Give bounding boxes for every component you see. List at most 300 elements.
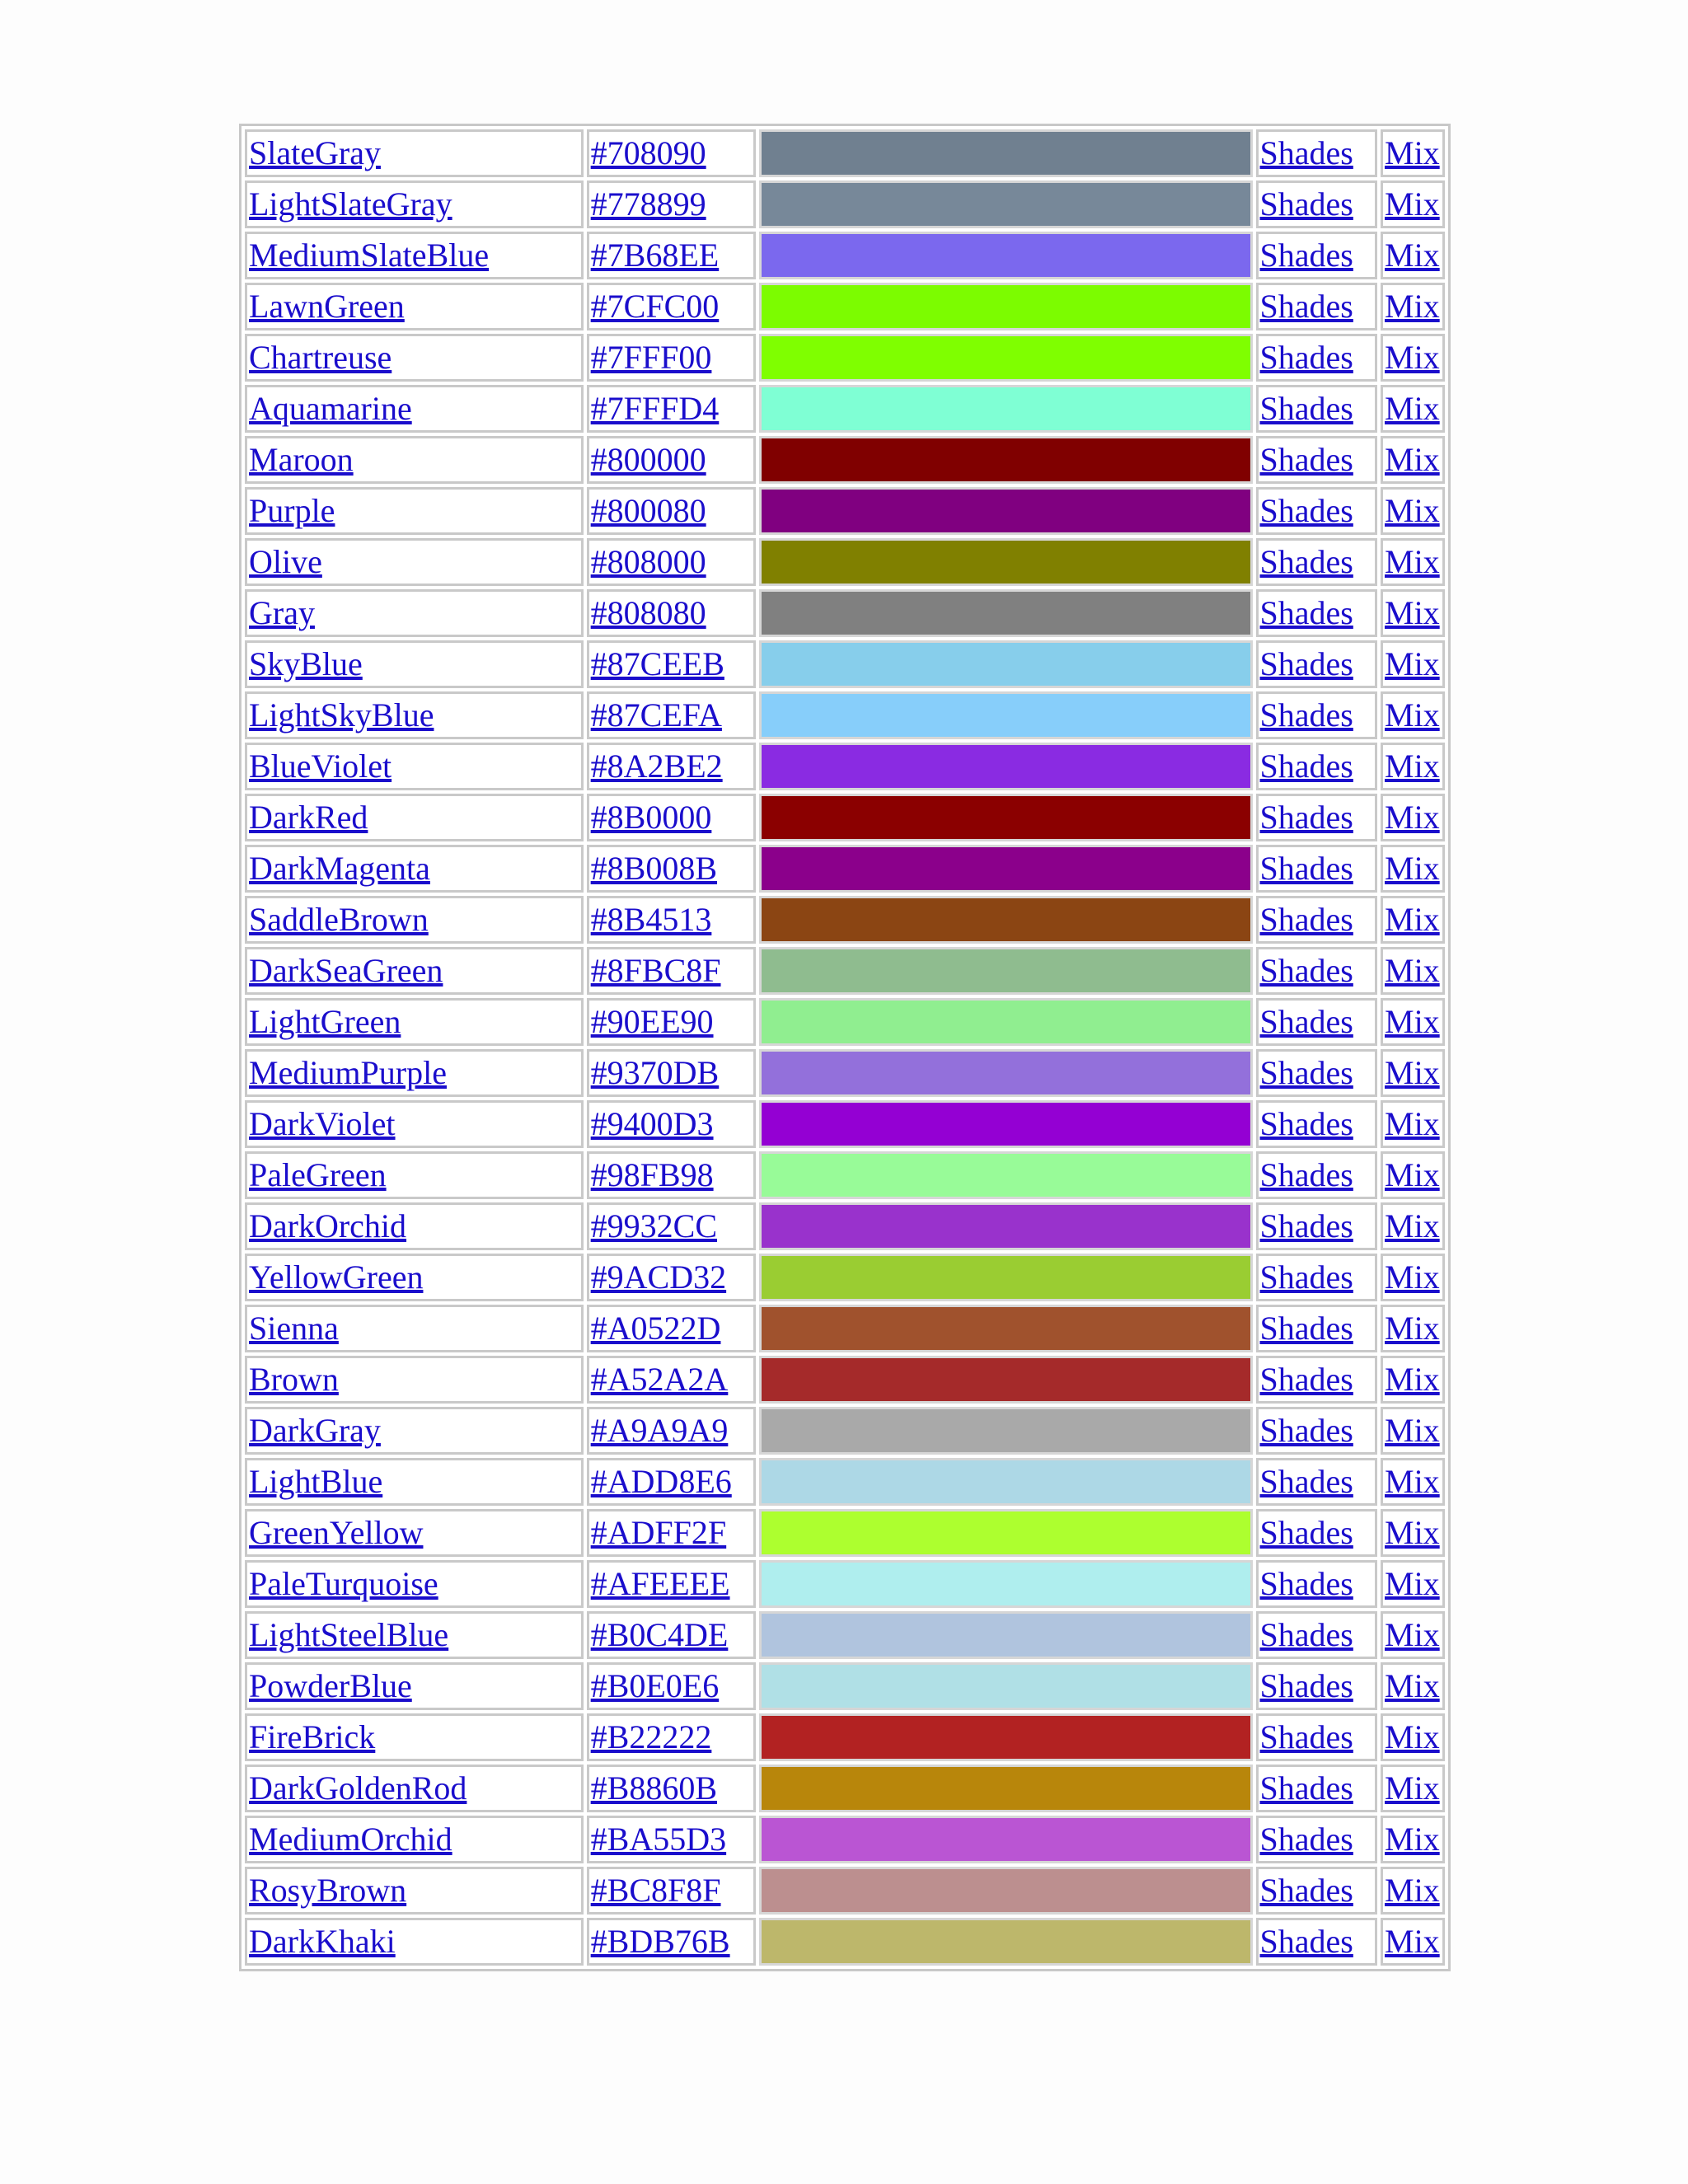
shades-link[interactable]: Shades <box>1259 1054 1353 1091</box>
color-swatch <box>759 1356 1252 1404</box>
mix-link[interactable]: Mix <box>1385 1514 1440 1551</box>
shades-link[interactable]: Shades <box>1259 645 1353 682</box>
shades-cell <box>1256 180 1377 228</box>
shades-cell <box>1256 1049 1377 1097</box>
color-hex-link[interactable]: #87CEEB <box>590 645 724 682</box>
color-name-link[interactable]: PowderBlue <box>249 1667 412 1704</box>
color-row <box>245 1662 1445 1710</box>
color-name-link[interactable]: LightSlateGray <box>249 185 452 223</box>
shades-cell <box>1256 691 1377 739</box>
shades-cell <box>1256 1560 1377 1608</box>
color-hex-link[interactable]: #778899 <box>590 185 706 223</box>
mix-link[interactable]: Mix <box>1385 339 1440 376</box>
color-table <box>239 124 1451 1971</box>
color-hex-cell <box>587 640 756 688</box>
mix-link[interactable]: Mix <box>1385 1156 1440 1193</box>
shades-cell <box>1256 487 1377 535</box>
color-name-link[interactable]: DarkOrchid <box>249 1207 407 1244</box>
mix-cell <box>1381 845 1445 893</box>
shades-cell <box>1256 1867 1377 1915</box>
mix-link[interactable]: Mix <box>1385 1310 1440 1347</box>
shades-link[interactable]: Shades <box>1259 1310 1353 1347</box>
color-row <box>245 845 1445 893</box>
mix-cell <box>1381 589 1445 637</box>
color-hex-cell <box>587 385 756 433</box>
color-name-cell <box>245 180 584 228</box>
color-row <box>245 691 1445 739</box>
color-row <box>245 998 1445 1046</box>
color-name-link[interactable]: DarkKhaki <box>249 1923 396 1960</box>
mix-link[interactable]: Mix <box>1385 1003 1440 1040</box>
color-name-link[interactable]: Gray <box>249 594 315 631</box>
mix-link[interactable]: Mix <box>1385 1463 1440 1500</box>
color-row <box>245 1305 1445 1352</box>
color-hex-cell <box>587 589 756 637</box>
color-hex-link[interactable]: #B8860B <box>590 1769 718 1807</box>
color-hex-cell <box>587 1765 756 1812</box>
color-name-cell <box>245 845 584 893</box>
color-hex-link[interactable]: #ADFF2F <box>590 1514 727 1551</box>
color-hex-cell <box>587 1611 756 1659</box>
color-hex-link[interactable]: #87CEFA <box>590 696 722 733</box>
mix-link[interactable]: Mix <box>1385 134 1440 171</box>
mix-cell <box>1381 1662 1445 1710</box>
shades-cell <box>1256 1611 1377 1659</box>
color-row <box>245 129 1445 177</box>
color-name-cell <box>245 1918 584 1966</box>
color-hex-cell <box>587 1662 756 1710</box>
mix-cell <box>1381 691 1445 739</box>
color-name-link[interactable]: GreenYellow <box>249 1514 424 1551</box>
mix-cell <box>1381 1765 1445 1812</box>
shades-cell <box>1256 129 1377 177</box>
color-name-link[interactable]: LightGreen <box>249 1003 401 1040</box>
color-swatch <box>759 896 1252 944</box>
color-name-link[interactable]: LightBlue <box>249 1463 383 1500</box>
color-swatch <box>759 538 1252 586</box>
color-hex-cell <box>587 538 756 586</box>
shades-link[interactable]: Shades <box>1259 1565 1353 1602</box>
color-name-cell <box>245 1765 584 1812</box>
color-hex-cell <box>587 1560 756 1608</box>
color-name-cell <box>245 436 584 484</box>
color-swatch <box>759 232 1252 279</box>
color-swatch <box>759 1151 1252 1199</box>
color-hex-link[interactable]: #9400D3 <box>590 1105 714 1142</box>
color-name-link[interactable]: SlateGray <box>249 134 381 171</box>
mix-link[interactable]: Mix <box>1385 1616 1440 1653</box>
color-name-link[interactable]: SaddleBrown <box>249 901 429 938</box>
color-swatch <box>759 589 1252 637</box>
shades-cell <box>1256 1765 1377 1812</box>
mix-link[interactable]: Mix <box>1385 288 1440 325</box>
color-hex-link[interactable]: #9932CC <box>590 1207 718 1244</box>
color-row <box>245 1356 1445 1404</box>
shades-cell <box>1256 1407 1377 1455</box>
color-name-cell <box>245 232 584 279</box>
color-name-cell <box>245 1458 584 1506</box>
color-swatch <box>759 1509 1252 1557</box>
color-row <box>245 385 1445 433</box>
color-name-cell <box>245 998 584 1046</box>
mix-cell <box>1381 538 1445 586</box>
mix-link[interactable]: Mix <box>1385 1565 1440 1602</box>
mix-cell <box>1381 1151 1445 1199</box>
color-name-cell <box>245 1100 584 1148</box>
color-hex-link[interactable]: #808000 <box>590 543 706 580</box>
color-name-cell <box>245 1816 584 1863</box>
color-name-cell <box>245 334 584 382</box>
mix-cell <box>1381 1713 1445 1761</box>
color-swatch <box>759 1254 1252 1301</box>
color-hex-link[interactable]: #BA55D3 <box>590 1821 727 1858</box>
color-name-cell <box>245 589 584 637</box>
shades-link[interactable]: Shades <box>1259 339 1353 376</box>
mix-link[interactable]: Mix <box>1385 850 1440 887</box>
mix-link[interactable]: Mix <box>1385 1258 1440 1296</box>
shades-cell <box>1256 896 1377 944</box>
color-swatch <box>759 845 1252 893</box>
color-name-link[interactable]: LightSteelBlue <box>249 1616 449 1653</box>
color-name-link[interactable]: DarkGray <box>249 1412 381 1449</box>
color-name-link[interactable]: MediumSlateBlue <box>249 237 490 274</box>
mix-cell <box>1381 1356 1445 1404</box>
mix-link[interactable]: Mix <box>1385 1412 1440 1449</box>
color-hex-cell <box>587 1407 756 1455</box>
color-hex-link[interactable]: #90EE90 <box>590 1003 714 1040</box>
mix-cell <box>1381 1560 1445 1608</box>
shades-link[interactable]: Shades <box>1259 543 1353 580</box>
shades-cell <box>1256 1918 1377 1966</box>
shades-link[interactable]: Shades <box>1259 1412 1353 1449</box>
color-name-link[interactable]: MediumPurple <box>249 1054 447 1091</box>
shades-link[interactable]: Shades <box>1259 1156 1353 1193</box>
shades-link[interactable]: Shades <box>1259 390 1353 427</box>
mix-link[interactable]: Mix <box>1385 1361 1440 1398</box>
color-name-link[interactable]: Sienna <box>249 1310 339 1347</box>
color-hex-cell <box>587 794 756 841</box>
color-hex-cell <box>587 1151 756 1199</box>
mix-link[interactable]: Mix <box>1385 1769 1440 1807</box>
color-name-cell <box>245 1662 584 1710</box>
shades-cell <box>1256 1509 1377 1557</box>
color-row <box>245 283 1445 330</box>
color-row <box>245 538 1445 586</box>
color-row <box>245 1202 1445 1250</box>
color-swatch <box>759 129 1252 177</box>
shades-link[interactable]: Shades <box>1259 1923 1353 1960</box>
shades-cell <box>1256 1305 1377 1352</box>
color-hex-link[interactable]: #808080 <box>590 594 706 631</box>
shades-link[interactable]: Shades <box>1259 1463 1353 1500</box>
color-hex-link[interactable]: #7CFC00 <box>590 288 720 325</box>
color-hex-link[interactable]: #7B68EE <box>590 237 720 274</box>
color-hex-cell <box>587 1254 756 1301</box>
color-swatch <box>759 1305 1252 1352</box>
color-row <box>245 947 1445 995</box>
color-name-cell <box>245 283 584 330</box>
mix-cell <box>1381 385 1445 433</box>
color-name-link[interactable]: DarkMagenta <box>249 850 430 887</box>
mix-cell <box>1381 1611 1445 1659</box>
color-hex-cell <box>587 283 756 330</box>
color-row <box>245 1918 1445 1966</box>
shades-link[interactable]: Shades <box>1259 1105 1353 1142</box>
color-name-link[interactable]: BlueViolet <box>249 748 392 785</box>
mix-link[interactable]: Mix <box>1385 390 1440 427</box>
shades-link[interactable]: Shades <box>1259 1872 1353 1909</box>
color-hex-link[interactable]: #98FB98 <box>590 1156 714 1193</box>
shades-cell <box>1256 1202 1377 1250</box>
shades-cell <box>1256 1356 1377 1404</box>
color-hex-link[interactable]: #ADD8E6 <box>590 1463 732 1500</box>
color-hex-cell <box>587 1509 756 1557</box>
mix-link[interactable]: Mix <box>1385 492 1440 529</box>
mix-cell <box>1381 180 1445 228</box>
color-row <box>245 896 1445 944</box>
shades-cell <box>1256 1458 1377 1506</box>
mix-cell <box>1381 1816 1445 1863</box>
color-swatch <box>759 1662 1252 1710</box>
shades-link[interactable]: Shades <box>1259 185 1353 223</box>
color-swatch <box>759 1560 1252 1608</box>
shades-link[interactable]: Shades <box>1259 952 1353 989</box>
color-row <box>245 1509 1445 1557</box>
color-hex-link[interactable]: #8B008B <box>590 850 718 887</box>
mix-link[interactable]: Mix <box>1385 901 1440 938</box>
shades-link[interactable]: Shades <box>1259 748 1353 785</box>
color-hex-cell <box>587 180 756 228</box>
color-hex-cell <box>587 1713 756 1761</box>
color-hex-link[interactable]: #7FFF00 <box>590 339 712 376</box>
color-name-link[interactable]: Aquamarine <box>249 390 412 427</box>
color-name-cell <box>245 1611 584 1659</box>
shades-link[interactable]: Shades <box>1259 1718 1353 1755</box>
color-name-link[interactable]: YellowGreen <box>249 1258 424 1296</box>
color-swatch <box>759 691 1252 739</box>
color-hex-cell <box>587 1816 756 1863</box>
color-name-link[interactable]: RosyBrown <box>249 1872 407 1909</box>
mix-link[interactable]: Mix <box>1385 185 1440 223</box>
shades-link[interactable]: Shades <box>1259 1258 1353 1296</box>
shades-link[interactable]: Shades <box>1259 696 1353 733</box>
shades-cell <box>1256 1662 1377 1710</box>
shades-link[interactable]: Shades <box>1259 594 1353 631</box>
color-name-link[interactable]: LawnGreen <box>249 288 405 325</box>
color-row <box>245 1049 1445 1097</box>
mix-link[interactable]: Mix <box>1385 1054 1440 1091</box>
color-hex-cell <box>587 1049 756 1097</box>
shades-link[interactable]: Shades <box>1259 799 1353 836</box>
color-hex-link[interactable]: #708090 <box>590 134 706 171</box>
mix-link[interactable]: Mix <box>1385 696 1440 733</box>
shades-link[interactable]: Shades <box>1259 1769 1353 1807</box>
color-swatch <box>759 1049 1252 1097</box>
color-hex-link[interactable]: #B0E0E6 <box>590 1667 720 1704</box>
shades-link[interactable]: Shades <box>1259 901 1353 938</box>
color-row <box>245 743 1445 790</box>
mix-link[interactable]: Mix <box>1385 748 1440 785</box>
shades-link[interactable]: Shades <box>1259 1361 1353 1398</box>
color-name-cell <box>245 743 584 790</box>
shades-cell <box>1256 436 1377 484</box>
color-hex-link[interactable]: #A9A9A9 <box>590 1412 729 1449</box>
mix-cell <box>1381 334 1445 382</box>
color-hex-link[interactable]: #8FBC8F <box>590 952 721 989</box>
mix-cell <box>1381 1202 1445 1250</box>
color-row <box>245 589 1445 637</box>
shades-cell <box>1256 334 1377 382</box>
color-table-body <box>245 129 1445 1966</box>
color-hex-link[interactable]: #9ACD32 <box>590 1258 727 1296</box>
color-hex-link[interactable]: #800080 <box>590 492 706 529</box>
mix-cell <box>1381 896 1445 944</box>
shades-link[interactable]: Shades <box>1259 1821 1353 1858</box>
shades-cell <box>1256 947 1377 995</box>
color-hex-link[interactable]: #800000 <box>590 441 706 478</box>
color-hex-cell <box>587 1202 756 1250</box>
color-hex-cell <box>587 743 756 790</box>
color-hex-link[interactable]: #B22222 <box>590 1718 712 1755</box>
shades-link[interactable]: Shades <box>1259 1003 1353 1040</box>
shades-link[interactable]: Shades <box>1259 1667 1353 1704</box>
color-swatch <box>759 1713 1252 1761</box>
mix-link[interactable]: Mix <box>1385 594 1440 631</box>
color-name-link[interactable]: LightSkyBlue <box>249 696 434 733</box>
color-row <box>245 1151 1445 1199</box>
color-row <box>245 232 1445 279</box>
color-name-cell <box>245 1254 584 1301</box>
shades-link[interactable]: Shades <box>1259 492 1353 529</box>
mix-link[interactable]: Mix <box>1385 645 1440 682</box>
color-name-link[interactable]: FireBrick <box>249 1718 376 1755</box>
color-hex-link[interactable]: #AFEEEE <box>590 1565 730 1602</box>
shades-link[interactable]: Shades <box>1259 237 1353 274</box>
color-hex-link[interactable]: #7FFFD4 <box>590 390 720 427</box>
shades-link[interactable]: Shades <box>1259 1207 1353 1244</box>
color-name-cell <box>245 129 584 177</box>
mix-link[interactable]: Mix <box>1385 1821 1440 1858</box>
color-row <box>245 1407 1445 1455</box>
shades-cell <box>1256 1151 1377 1199</box>
mix-cell <box>1381 1254 1445 1301</box>
color-hex-link[interactable]: #B0C4DE <box>590 1616 729 1653</box>
color-hex-cell <box>587 1458 756 1506</box>
color-swatch <box>759 1867 1252 1915</box>
shades-cell <box>1256 1816 1377 1863</box>
color-name-link[interactable]: PaleGreen <box>249 1156 387 1193</box>
color-hex-link[interactable]: #8B0000 <box>590 799 712 836</box>
mix-link[interactable]: Mix <box>1385 1667 1440 1704</box>
mix-cell <box>1381 1100 1445 1148</box>
color-name-link[interactable]: DarkGoldenRod <box>249 1769 467 1807</box>
color-name-cell <box>245 1049 584 1097</box>
color-name-link[interactable]: MediumOrchid <box>249 1821 452 1858</box>
mix-cell <box>1381 487 1445 535</box>
shades-cell <box>1256 385 1377 433</box>
shades-link[interactable]: Shades <box>1259 1616 1353 1653</box>
color-name-link[interactable]: Purple <box>249 492 335 529</box>
color-row <box>245 1765 1445 1812</box>
shades-cell <box>1256 1100 1377 1148</box>
color-name-link[interactable]: DarkViolet <box>249 1105 396 1142</box>
mix-link[interactable]: Mix <box>1385 1105 1440 1142</box>
mix-link[interactable]: Mix <box>1385 441 1440 478</box>
mix-cell <box>1381 1049 1445 1097</box>
color-name-link[interactable]: Olive <box>249 543 322 580</box>
color-name-cell <box>245 1867 584 1915</box>
color-swatch <box>759 436 1252 484</box>
mix-cell <box>1381 232 1445 279</box>
shades-link[interactable]: Shades <box>1259 288 1353 325</box>
mix-link[interactable]: Mix <box>1385 1872 1440 1909</box>
color-hex-cell <box>587 845 756 893</box>
color-hex-cell <box>587 691 756 739</box>
color-swatch <box>759 998 1252 1046</box>
mix-link[interactable]: Mix <box>1385 952 1440 989</box>
color-name-cell <box>245 896 584 944</box>
color-name-link[interactable]: DarkSeaGreen <box>249 952 443 989</box>
color-hex-link[interactable]: #A52A2A <box>590 1361 729 1398</box>
color-row <box>245 1816 1445 1863</box>
color-hex-link[interactable]: #9370DB <box>590 1054 720 1091</box>
mix-link[interactable]: Mix <box>1385 237 1440 274</box>
color-hex-cell <box>587 998 756 1046</box>
color-name-cell <box>245 385 584 433</box>
color-hex-link[interactable]: #BC8F8F <box>590 1872 721 1909</box>
color-name-link[interactable]: Maroon <box>249 441 354 478</box>
color-name-link[interactable]: Chartreuse <box>249 339 392 376</box>
mix-cell <box>1381 1305 1445 1352</box>
color-swatch <box>759 1202 1252 1250</box>
color-name-cell <box>245 1202 584 1250</box>
color-name-cell <box>245 1713 584 1761</box>
color-name-link[interactable]: SkyBlue <box>249 645 363 682</box>
shades-link[interactable]: Shades <box>1259 134 1353 171</box>
color-name-cell <box>245 1407 584 1455</box>
mix-link[interactable]: Mix <box>1385 799 1440 836</box>
color-hex-link[interactable]: #BDB76B <box>590 1923 730 1960</box>
color-name-link[interactable]: DarkRed <box>249 799 368 836</box>
shades-link[interactable]: Shades <box>1259 441 1353 478</box>
mix-cell <box>1381 743 1445 790</box>
color-name-cell <box>245 691 584 739</box>
color-row <box>245 487 1445 535</box>
mix-cell <box>1381 947 1445 995</box>
color-row <box>245 1458 1445 1506</box>
color-hex-cell <box>587 487 756 535</box>
color-name-cell <box>245 1509 584 1557</box>
mix-link[interactable]: Mix <box>1385 543 1440 580</box>
color-hex-cell <box>587 1100 756 1148</box>
shades-cell <box>1256 1713 1377 1761</box>
color-name-link[interactable]: PaleTurquoise <box>249 1565 438 1602</box>
shades-cell <box>1256 232 1377 279</box>
color-hex-link[interactable]: #A0522D <box>590 1310 721 1347</box>
shades-cell <box>1256 640 1377 688</box>
color-swatch <box>759 1918 1252 1966</box>
shades-link[interactable]: Shades <box>1259 1514 1353 1551</box>
color-hex-link[interactable]: #8B4513 <box>590 901 712 938</box>
color-name-link[interactable]: Brown <box>249 1361 339 1398</box>
mix-link[interactable]: Mix <box>1385 1207 1440 1244</box>
color-swatch <box>759 1765 1252 1812</box>
mix-link[interactable]: Mix <box>1385 1923 1440 1960</box>
color-hex-link[interactable]: #8A2BE2 <box>590 748 723 785</box>
mix-link[interactable]: Mix <box>1385 1718 1440 1755</box>
shades-link[interactable]: Shades <box>1259 850 1353 887</box>
color-hex-cell <box>587 947 756 995</box>
